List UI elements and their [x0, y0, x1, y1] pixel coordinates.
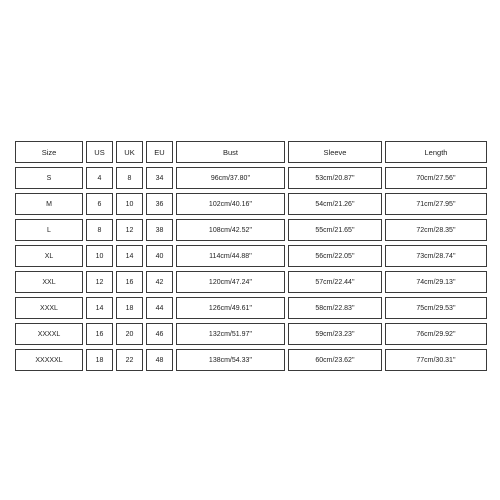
cell-bust: 108cm/42.52''	[176, 219, 285, 241]
cell-length: 75cm/29.53''	[385, 297, 487, 319]
cell-us: 14	[86, 297, 113, 319]
cell-length: 73cm/28.74''	[385, 245, 487, 267]
cell-size: XL	[15, 245, 83, 267]
cell-uk: 20	[116, 323, 143, 345]
cell-bust: 114cm/44.88''	[176, 245, 285, 267]
cell-eu: 34	[146, 167, 173, 189]
cell-size: XXXXXL	[15, 349, 83, 371]
cell-uk: 10	[116, 193, 143, 215]
table-row	[15, 219, 487, 241]
table-row	[15, 349, 487, 371]
cell-sleeve: 53cm/20.87''	[288, 167, 382, 189]
header-us: US	[86, 141, 113, 163]
cell-size: S	[15, 167, 83, 189]
cell-eu: 44	[146, 297, 173, 319]
cell-length: 72cm/28.35''	[385, 219, 487, 241]
cell-sleeve: 59cm/23.23''	[288, 323, 382, 345]
size-chart-table	[12, 137, 490, 375]
cell-sleeve: 55cm/21.65''	[288, 219, 382, 241]
cell-bust: 126cm/49.61''	[176, 297, 285, 319]
cell-us: 10	[86, 245, 113, 267]
cell-uk: 8	[116, 167, 143, 189]
cell-sleeve: 57cm/22.44''	[288, 271, 382, 293]
table-row	[15, 245, 487, 267]
cell-eu: 38	[146, 219, 173, 241]
cell-us: 18	[86, 349, 113, 371]
cell-bust: 120cm/47.24''	[176, 271, 285, 293]
cell-size: L	[15, 219, 83, 241]
cell-us: 6	[86, 193, 113, 215]
cell-sleeve: 54cm/21.26''	[288, 193, 382, 215]
table-row	[15, 323, 487, 345]
cell-bust: 138cm/54.33''	[176, 349, 285, 371]
cell-eu: 40	[146, 245, 173, 267]
cell-length: 76cm/29.92''	[385, 323, 487, 345]
cell-size: XXL	[15, 271, 83, 293]
cell-us: 16	[86, 323, 113, 345]
cell-uk: 16	[116, 271, 143, 293]
header-size: Size	[15, 141, 83, 163]
cell-length: 70cm/27.56''	[385, 167, 487, 189]
cell-bust: 96cm/37.80''	[176, 167, 285, 189]
table-row	[15, 167, 487, 189]
header-uk: UK	[116, 141, 143, 163]
cell-uk: 22	[116, 349, 143, 371]
cell-eu: 48	[146, 349, 173, 371]
cell-eu: 42	[146, 271, 173, 293]
cell-bust: 132cm/51.97''	[176, 323, 285, 345]
cell-size: XXXXL	[15, 323, 83, 345]
table-row	[15, 271, 487, 293]
cell-us: 12	[86, 271, 113, 293]
cell-bust: 102cm/40.16''	[176, 193, 285, 215]
cell-length: 74cm/29.13''	[385, 271, 487, 293]
header-eu: EU	[146, 141, 173, 163]
table-row	[15, 193, 487, 215]
cell-eu: 36	[146, 193, 173, 215]
header-row	[15, 141, 487, 163]
cell-uk: 18	[116, 297, 143, 319]
cell-uk: 14	[116, 245, 143, 267]
cell-us: 8	[86, 219, 113, 241]
header-length: Length	[385, 141, 487, 163]
cell-size: XXXL	[15, 297, 83, 319]
cell-sleeve: 56cm/22.05''	[288, 245, 382, 267]
cell-size: M	[15, 193, 83, 215]
cell-us: 4	[86, 167, 113, 189]
cell-uk: 12	[116, 219, 143, 241]
cell-length: 77cm/30.31''	[385, 349, 487, 371]
cell-length: 71cm/27.95''	[385, 193, 487, 215]
header-sleeve: Sleeve	[288, 141, 382, 163]
cell-eu: 46	[146, 323, 173, 345]
cell-sleeve: 58cm/22.83''	[288, 297, 382, 319]
header-bust: Bust	[176, 141, 285, 163]
cell-sleeve: 60cm/23.62''	[288, 349, 382, 371]
table-row	[15, 297, 487, 319]
